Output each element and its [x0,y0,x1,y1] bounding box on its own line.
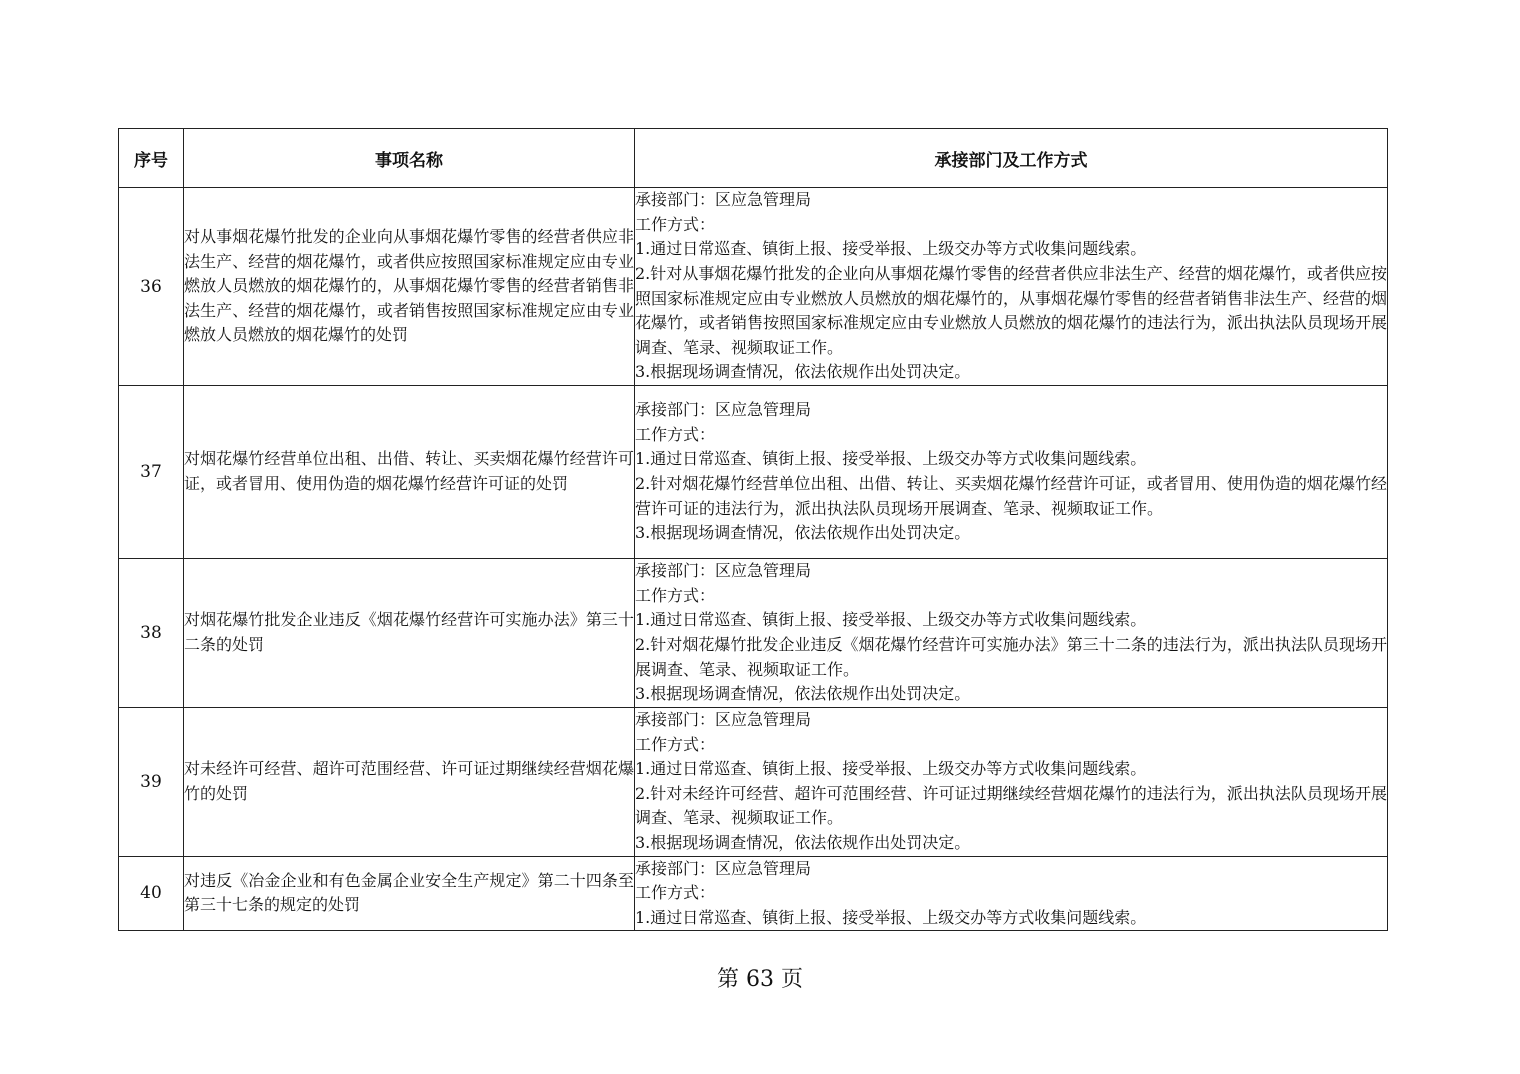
department-line: 承接部门：区应急管理局 [635,710,812,729]
row-serial-no: 38 [119,559,184,708]
header-matter-name: 事项名称 [184,129,635,188]
department-line: 承接部门：区应急管理局 [635,858,812,878]
row-department-method [635,559,1388,708]
row-matter-name: 对违反《冶金企业和有色金属企业安全生产规定》第二十四条至第三十七条的规定的处罚 [184,856,635,931]
method-step-2: 2.针对从事烟花爆竹批发的企业向从事烟花爆竹零售的经营者供应非法生产、经营的烟花爆竹，或者供应按照国家标准规定应由专业燃放人员燃放的烟花爆竹的，从事烟花爆竹零售的经营者销售非法生产、经营的烟花爆竹，或者销售按照国家标准规定应由专业燃放人员燃放的烟花爆竹的违法行为，派出执法队员现场开展调查、笔录、视频取证工作。 [635,263,1388,357]
method-step-2: 2.针对烟花爆竹批发企业违反《烟花爆竹经营许可实施办法》第三十二条的违法行为，派出执法队员现场开展调查、笔录、视频取证工作。 [635,635,1387,679]
method-step-3: 3.根据现场调查情况，依法依规作出处罚决定。 [635,832,971,852]
row-matter-name: 对烟花爆竹经营单位出租、出借、转让、买卖烟花爆竹经营许可证，或者冒用、使用伪造的烟花爆竹经营许可证的处罚 [184,386,635,559]
row-matter-name: 对烟花爆竹批发企业违反《烟花爆竹经营许可实施办法》第三十二条的处罚 [184,559,635,708]
table-row [119,386,1388,559]
department-line: 承接部门：区应急管理局 [635,561,812,581]
header-serial-no: 序号 [119,129,184,188]
method-label: 工作方式： [635,214,716,234]
method-step-1: 1.通过日常巡查、镇街上报、接受举报、上级交办等方式收集问题线索。 [635,759,1147,779]
table-row [119,559,1388,708]
row-serial-no: 36 [119,188,184,386]
table-header-row [119,129,1388,188]
row-department-method [635,856,1388,931]
row-department-method [635,386,1388,559]
method-step-1: 1.通过日常巡查、镇街上报、接受举报、上级交办等方式收集问题线索。 [635,907,1147,927]
table-row [119,188,1388,386]
method-step-3: 3.根据现场调查情况，依法依规作出处罚决定。 [635,362,971,382]
table-row [119,856,1388,931]
row-matter-name: 对未经许可经营、超许可范围经营、许可证过期继续经营烟花爆竹的处罚 [184,708,635,857]
method-step-2: 2.针对未经许可经营、超许可范围经营、许可证过期继续经营烟花爆竹的违法行为，派出执法队员现场开展调查、笔录、视频取证工作。 [635,783,1387,828]
department-line: 承接部门：区应急管理局 [635,190,812,210]
row-serial-no: 37 [119,386,184,559]
matters-table [118,128,1388,931]
method-label: 工作方式： [635,883,716,903]
method-step-3: 3.根据现场调查情况，依法依规作出处罚决定。 [635,523,971,543]
method-step-1: 1.通过日常巡查、镇街上报、接受举报、上级交办等方式收集问题线索。 [635,449,1147,469]
row-serial-no: 40 [119,856,184,931]
department-line: 承接部门：区应急管理局 [635,400,812,420]
method-step-1: 1.通过日常巡查、镇街上报、接受举报、上级交办等方式收集问题线索。 [635,610,1147,630]
row-department-method [635,708,1388,857]
table-row [119,708,1388,857]
row-department-method [635,188,1388,386]
method-label: 工作方式： [635,734,716,754]
method-label: 工作方式： [635,585,716,605]
row-serial-no: 39 [119,708,184,857]
method-label: 工作方式： [635,424,716,444]
page-number: 第 63 页 [717,967,803,992]
method-step-3: 3.根据现场调查情况，依法依规作出处罚决定。 [635,684,971,704]
method-step-2: 2.针对烟花爆竹经营单位出租、出借、转让、买卖烟花爆竹经营许可证，或者冒用、使用伪造的烟花爆竹经营许可证的违法行为，派出执法队员现场开展调查、笔录、视频取证工作。 [635,474,1387,518]
method-step-1: 1.通过日常巡查、镇街上报、接受举报、上级交办等方式收集问题线索。 [635,239,1147,259]
row-matter-name: 对从事烟花爆竹批发的企业向从事烟花爆竹零售的经营者供应非法生产、经营的烟花爆竹，或者供应按照国家标准规定应由专业燃放人员燃放的烟花爆竹的，从事烟花爆竹零售的经营者销售非法生产、经营的烟花爆竹，或者销售按照国家标准规定应由专业燃放人员燃放的烟花爆竹的处罚 [184,188,635,386]
header-department-method: 承接部门及工作方式 [635,129,1388,188]
